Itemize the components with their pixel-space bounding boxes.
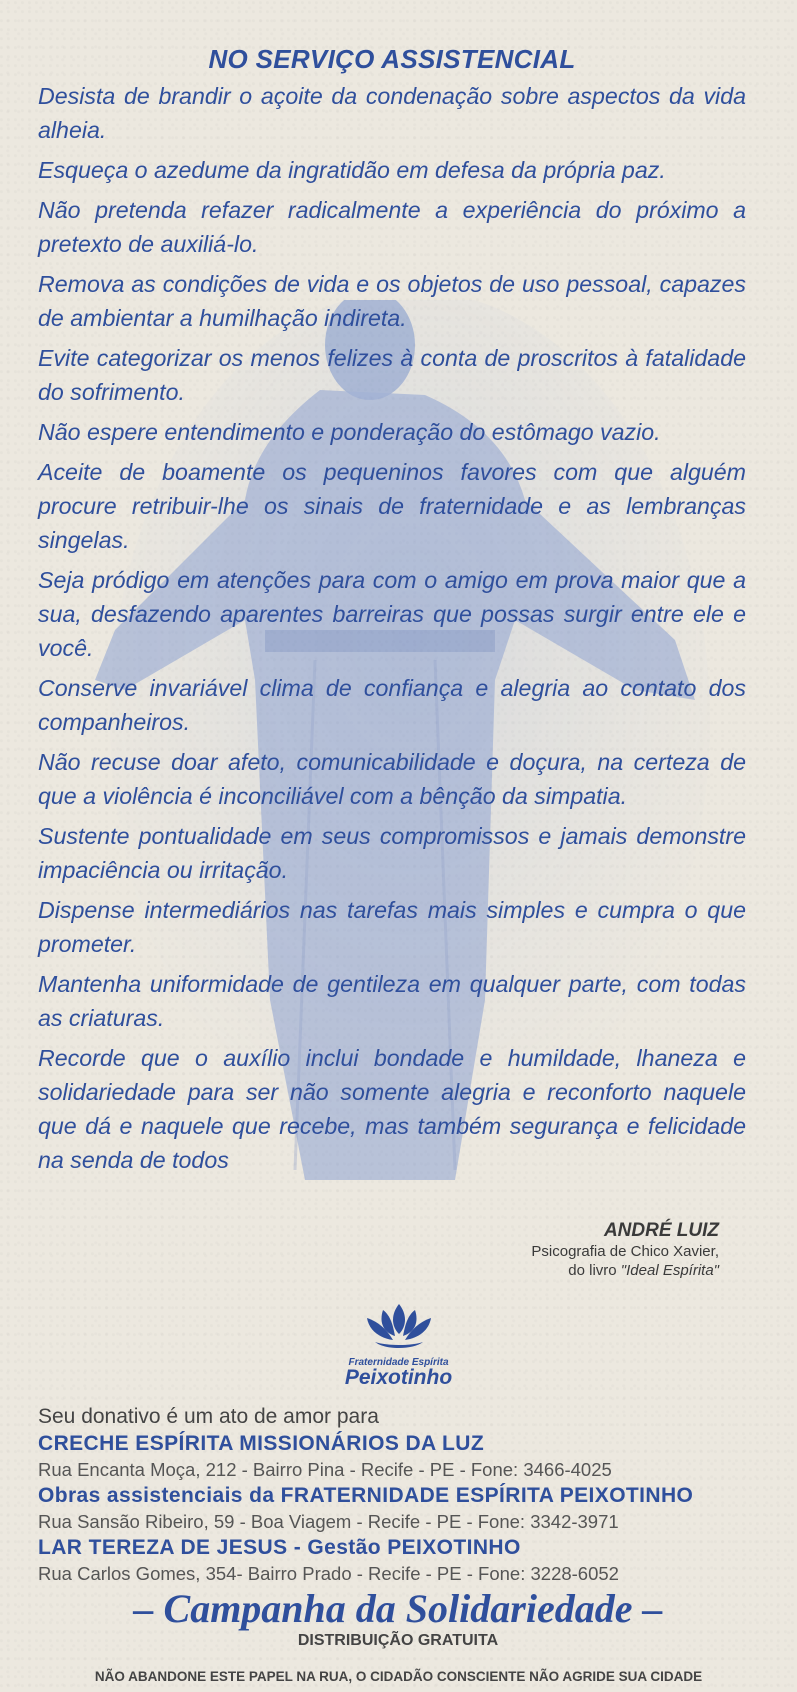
book-credit-prefix: do livro	[568, 1262, 621, 1279]
paragraph: Não espere entendimento e ponderação do estômago vazio.	[38, 419, 661, 445]
paragraph: Evite categorizar os menos felizes à conta de proscritos à fatalidade do sofrimento.	[38, 345, 746, 405]
paragraph: Esqueça o azedume da ingratidão em defesa da própria paz.	[38, 157, 666, 183]
footer	[38, 1403, 758, 1650]
logo-subtitle: Fraternidade Espírita	[348, 1357, 449, 1368]
paragraph: Mantenha uniformidade de gentileza em qualquer parte, com todas as criaturas.	[38, 971, 746, 1031]
logo-name: Peixotinho	[344, 1366, 453, 1389]
paragraph: Dispense intermediários nas tarefas mais simples e cumpra o que prometer.	[38, 897, 746, 957]
paragraph: Remova as condições de vida e os objetos de uso pessoal, capazes de ambientar a humilhação indireta.	[38, 271, 746, 331]
org-name: CRECHE ESPÍRITA MISSIONÁRIOS DA LUZ	[38, 1432, 485, 1455]
donation-line: Seu donativo é um ato de amor para	[38, 1405, 379, 1428]
distribution-note: DISTRIBUIÇÃO GRATUITA	[297, 1632, 499, 1649]
paragraph: Conserve invariável clima de confiança e alegria ao contato dos companheiros.	[38, 675, 746, 735]
author-block	[531, 1220, 719, 1280]
paragraph: Desista de brandir o açoite da condenação sobre aspectos da vida alheia.	[38, 83, 746, 143]
org-address: Rua Sansão Ribeiro, 59 - Boa Viagem - Recife - PE - Fone: 3342-3971	[38, 1511, 619, 1532]
fraternity-logo	[0, 1300, 797, 1390]
main-text	[38, 44, 746, 1183]
book-title: "Ideal Espírita"	[620, 1262, 719, 1279]
paragraph: Aceite de boamente os pequeninos favores com que alguém procure retribuir-lhe os sinais de fraternidade e as lembranças singelas.	[38, 459, 746, 553]
page-title: NO SERVIÇO ASSISTENCIAL	[208, 44, 576, 74]
paragraph: Não pretenda refazer radicalmente a experiência do próximo a pretexto de auxiliá-lo.	[38, 197, 746, 257]
litter-warning: NÃO ABANDONE ESTE PAPEL NA RUA, O CIDADÃO CONSCIENTE NÃO AGRIDE SUA CIDADE	[94, 1669, 703, 1684]
paragraph: Sustente pontualidade em seus compromissos e jamais demonstre impaciência ou irritação.	[38, 823, 746, 883]
author-credit: Psicografia de Chico Xavier,	[531, 1243, 719, 1260]
author-name: ANDRÉ LUIZ	[603, 1220, 719, 1241]
paragraph: Recorde que o auxílio inclui bondade e humildade, lhaneza e solidariedade para ser não somente alegria e reconforto naquele que dá e naquele que recebe, mas também segurança e felicidade na senda de todos	[38, 1045, 746, 1173]
org-address: Rua Encanta Moça, 212 - Bairro Pina - Recife - PE - Fone: 3466-4025	[38, 1459, 612, 1480]
org-address: Rua Carlos Gomes, 354- Bairro Prado - Recife - PE - Fone: 3228-6052	[38, 1563, 619, 1584]
campaign-title: – Campanha da Solidariedade –	[133, 1586, 663, 1631]
book-credit	[531, 1261, 719, 1280]
org-name: Obras assistenciais da FRATERNIDADE ESPÍRITA PEIXOTINHO	[38, 1484, 694, 1507]
paragraph: Seja pródigo em atenções para com o amigo em prova maior que a sua, desfazendo aparentes barreiras que possas surgir entre ele e você.	[38, 567, 746, 661]
paragraph: Não recuse doar afeto, comunicabilidade e doçura, na certeza de que a violência é inconciliável com a bênção da simpatia.	[38, 749, 746, 809]
org-name: LAR TEREZA DE JESUS - Gestão PEIXOTINHO	[38, 1536, 521, 1559]
lotus-icon	[361, 1300, 437, 1354]
